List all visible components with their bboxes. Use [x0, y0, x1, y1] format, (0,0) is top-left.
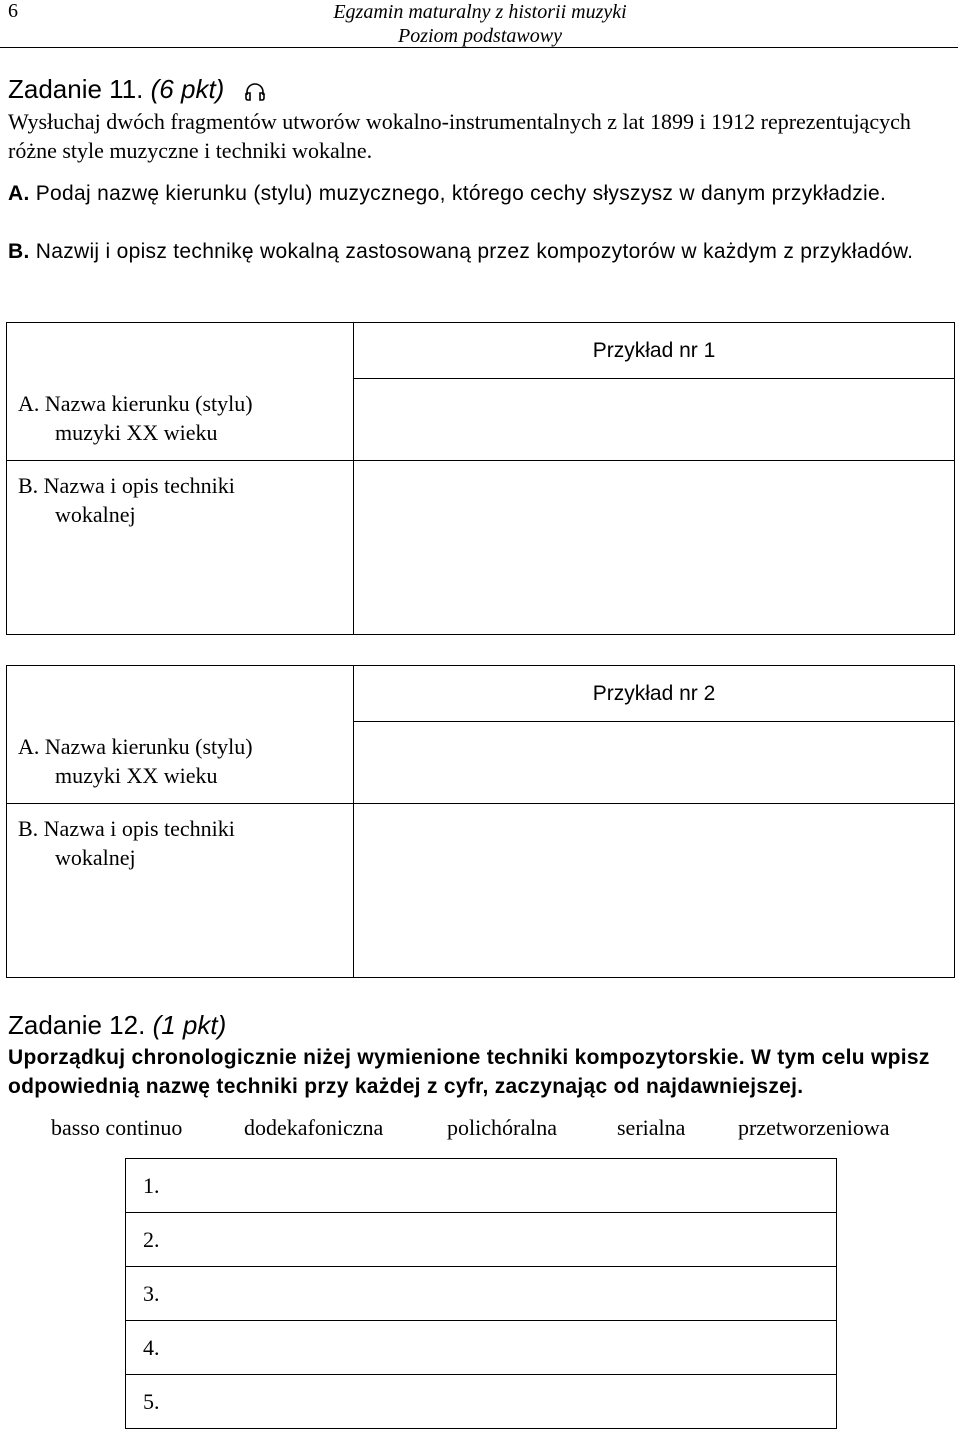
- example2-label-b: [7, 804, 354, 978]
- task11-part-a: [8, 179, 954, 208]
- header-divider: [0, 47, 958, 48]
- example1-label-a: [7, 379, 354, 461]
- example1-answer-table: [6, 322, 955, 635]
- term-item: przetworzeniowa: [738, 1115, 890, 1140]
- table-row: [126, 1213, 837, 1267]
- task11-part-a-text: Podaj nazwę kierunku (stylu) muzycznego, którego cechy słyszysz w danym przykładzie.: [35, 182, 887, 205]
- example2-answer-a[interactable]: [354, 722, 955, 804]
- example2-label-a: [7, 722, 354, 804]
- task11-part-b-text: Nazwij i opisz technikę wokalną zastosowaną przez kompozytorów w każdym z przykładów.: [35, 240, 914, 263]
- task12-heading: [8, 1010, 226, 1041]
- order-number: 4.: [126, 1321, 199, 1375]
- example1-label-b: [7, 461, 354, 635]
- example1-header: Przykład nr 1: [354, 323, 955, 379]
- task11-points: (6 pkt): [150, 74, 225, 104]
- order-number: 5.: [126, 1375, 199, 1429]
- example1-label-a-line2: muzyki XX wieku: [55, 419, 218, 445]
- table-row: [126, 1159, 837, 1213]
- page-header: [0, 0, 960, 48]
- table-row: [126, 1375, 837, 1429]
- term-item: dodekafoniczna: [244, 1115, 384, 1140]
- task12-instruction: Uporządkuj chronologicznie niżej wymienione techniki kompozytorskie. W tym celu wpisz odpowiednią nazwę techniki przy każdej z cyfr, zaczynając od najdawniejszej.: [8, 1046, 930, 1098]
- order-number: 2.: [126, 1213, 199, 1267]
- example2-header: Przykład nr 2: [354, 666, 955, 722]
- example1-blank-cell: [7, 323, 354, 379]
- example1-label-a-line1: A. Nazwa kierunku (stylu): [18, 390, 253, 416]
- term-list: [51, 1115, 889, 1141]
- header-title: Egzamin maturalny z historii muzyki: [333, 1, 627, 23]
- example2-answer-table: [6, 665, 955, 978]
- order-answer-field[interactable]: [198, 1213, 837, 1267]
- task11-part-a-letter: A.: [8, 182, 30, 205]
- example1-answer-b[interactable]: [354, 461, 955, 635]
- example1-label-b-line1: B. Nazwa i opis techniki: [18, 473, 235, 498]
- header-subtitle: Poziom podstawowy: [398, 25, 562, 47]
- table-row: [126, 1321, 837, 1375]
- page-number: 6: [8, 0, 18, 22]
- task11-part-b-letter: B.: [8, 240, 30, 263]
- task12-title: Zadanie 12.: [8, 1010, 146, 1040]
- order-answer-field[interactable]: [198, 1267, 837, 1321]
- task11-part-b: [8, 237, 954, 266]
- example2-label-a-line2: muzyki XX wieku: [55, 762, 218, 788]
- term-item: polichóralna: [447, 1115, 557, 1140]
- table-row: [126, 1267, 837, 1321]
- chronology-answer-table: [125, 1158, 837, 1429]
- example2-answer-b[interactable]: [354, 804, 955, 978]
- order-answer-field[interactable]: [198, 1321, 837, 1375]
- example2-label-a-line1: A. Nazwa kierunku (stylu): [18, 733, 253, 759]
- term-item: basso continuo: [51, 1115, 183, 1140]
- order-answer-field[interactable]: [198, 1159, 837, 1213]
- example2-label-b-line1: B. Nazwa i opis techniki: [18, 816, 235, 841]
- term-item: serialna: [617, 1115, 686, 1140]
- example2-label-b-line2: wokalnej: [55, 845, 136, 870]
- example2-blank-cell: [7, 666, 354, 722]
- order-number: 3.: [126, 1267, 199, 1321]
- task12-points: (1 pkt): [152, 1010, 227, 1040]
- task11-title: Zadanie 11.: [8, 74, 144, 104]
- order-answer-field[interactable]: [198, 1375, 837, 1429]
- headphones-icon: [244, 82, 266, 102]
- example1-label-b-line2: wokalnej: [55, 502, 136, 527]
- order-number: 1.: [126, 1159, 199, 1213]
- example1-answer-a[interactable]: [354, 379, 955, 461]
- task11-intro: Wysłuchaj dwóch fragmentów utworów wokalno-instrumentalnych z lat 1899 i 1912 reprezentujących różne style muzyczne i techniki wokalne.: [8, 109, 911, 163]
- task11-heading: [8, 74, 224, 105]
